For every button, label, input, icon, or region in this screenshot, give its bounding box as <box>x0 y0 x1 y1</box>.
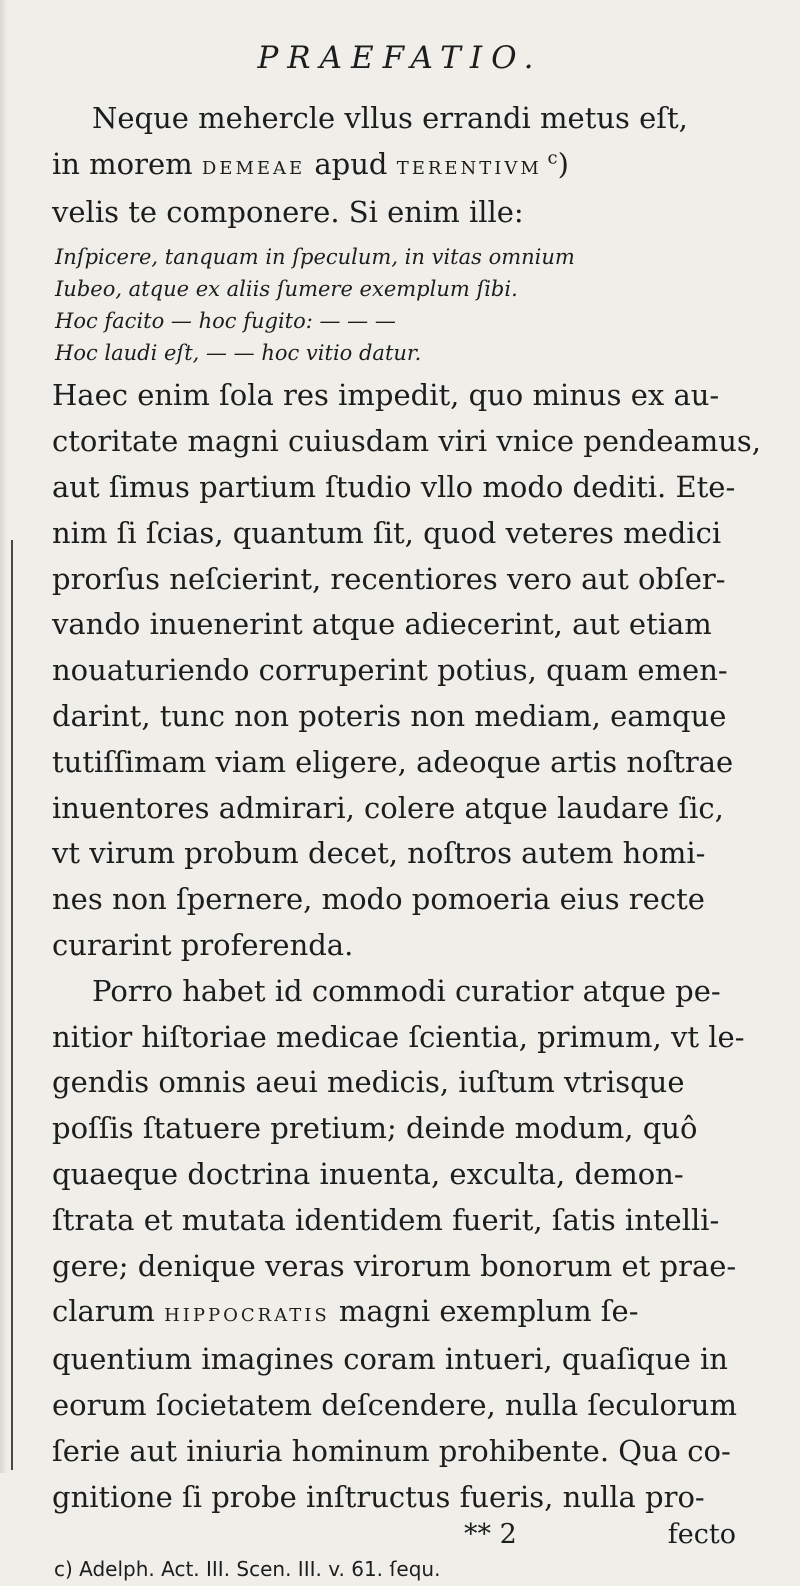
verse-line: Hoc laudi eſt, — — hoc vitio datur. <box>55 341 422 366</box>
text-line: Neque mehercle vllus errandi metus eſt, <box>92 101 688 135</box>
text-line: nitior hiſtoriae medicae ſcientia, primum, vt le- <box>52 1019 745 1054</box>
small-caps-name: hippocratis <box>164 1298 330 1329</box>
margin-rule <box>11 540 13 1470</box>
text-line: prorſus neſcierint, recentiores vero aut obſer- <box>52 561 726 596</box>
text-line: tutiſſimam viam eligere, adeoque artis noſtrae <box>52 744 734 779</box>
page-edge <box>0 0 8 1473</box>
text-line: curarint proferenda. <box>52 927 354 962</box>
text-line: Haec enim ſola res impedit, quo minus ex au- <box>52 378 720 413</box>
verse-line: Hoc facito — hoc fugito: — — — <box>55 309 396 334</box>
text-line: ſerie aut iniuria hominum prohibente. Qua co- <box>52 1433 731 1468</box>
signature-line <box>52 1520 742 1552</box>
paragraph-1 <box>52 373 761 968</box>
intro-lines <box>52 96 742 235</box>
text-line: Porro habet id commodi curatior atque pe- <box>92 973 721 1008</box>
footnote: c) Adelph. Act. III. Scen. III. v. 61. ſequ. <box>54 1557 441 1582</box>
text-line <box>52 142 742 190</box>
text-line: ſtrata et mutata identidem fuerit, ſatis intelli- <box>52 1202 720 1237</box>
catchword: fecto <box>667 1519 736 1551</box>
text-line: eorum ſocietatem deſcendere, nulla ſeculorum <box>52 1387 737 1422</box>
text-line: darint, tunc non poteris non mediam, eamque <box>52 698 727 733</box>
text-line: nes non ſpernere, modo pomoeria eius recte <box>52 882 705 917</box>
text-line: nouaturiendo corruperint potius, quam emen- <box>52 653 728 688</box>
text-run: in morem <box>52 146 202 181</box>
signature-mark: ** 2 <box>464 1519 517 1551</box>
text-line: poſſis ſtatuere pretium; deinde modum, quô <box>52 1111 698 1146</box>
text-run: clarum <box>52 1294 165 1329</box>
text-line: quaeque doctrina inuenta, exculta, demon- <box>52 1156 684 1191</box>
text-line: gere; denique veras virorum bonorum et prae- <box>52 1248 737 1283</box>
verse-line: Iubeo, atque ex aliis ſumere exemplum ſibi. <box>55 277 518 302</box>
paragraph-2 <box>52 969 745 1521</box>
page-body <box>52 96 761 1586</box>
running-head: PRAEFATIO. <box>257 40 543 76</box>
text-line: nim ſi ſcias, quantum ſit, quod veteres medici <box>52 515 722 550</box>
text-line: velis te componere. Si enim ille: <box>52 194 524 229</box>
text-line: vando inuenerint atque adiecerint, aut etiam <box>52 607 712 642</box>
verse-line: Inſpicere, tanquam in ſpeculum, in vitas omnium <box>55 245 575 270</box>
text-line: vt virum probum decet, noſtros autem homi- <box>52 836 706 871</box>
footnote-marker: c <box>541 147 558 169</box>
text-run: ) <box>557 146 569 181</box>
text-line: ctoritate magni cuiusdam viri vnice pendeamus, <box>52 424 761 459</box>
text-line: quentium imagines coram intueri, quaſique in <box>52 1342 728 1377</box>
text-line <box>52 1289 742 1337</box>
text-line: gnitione ſi probe inſtructus fueris, nulla pro- <box>52 1479 705 1514</box>
text-run: magni exemplum ſe- <box>329 1294 639 1329</box>
text-line: gendis omnis aeui medicis, iuſtum vtrisque <box>52 1065 685 1100</box>
small-caps-name: demeae <box>201 150 306 181</box>
text-run: apud <box>305 146 397 181</box>
text-line: inuentores admirari, colere atque laudare ſic, <box>52 790 724 825</box>
quoted-verses <box>52 241 742 369</box>
text-line: aut ſimus partium ſtudio vllo modo dediti. Ete- <box>52 469 736 504</box>
small-caps-name: terentivm <box>396 150 542 181</box>
